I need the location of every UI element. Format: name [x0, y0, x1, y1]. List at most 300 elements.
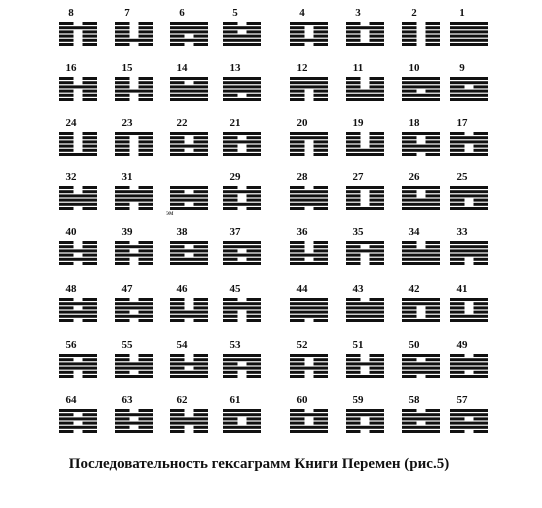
broken-line — [83, 43, 98, 46]
broken-line — [194, 306, 209, 309]
broken-line — [170, 245, 185, 248]
hexagram-48 — [59, 283, 97, 322]
broken-line — [346, 430, 361, 433]
hexagram-30 — [170, 186, 208, 210]
solid-line — [59, 367, 97, 370]
broken-line — [314, 149, 329, 152]
broken-line — [170, 149, 185, 152]
broken-line — [194, 409, 209, 412]
solid-line — [59, 409, 97, 412]
hexagram-number: 1 — [459, 7, 465, 19]
solid-line — [346, 94, 384, 97]
hexagram-12 — [290, 62, 328, 101]
hexagram-9 — [450, 62, 488, 101]
broken-line — [370, 85, 385, 88]
broken-line — [370, 203, 385, 206]
broken-line — [314, 319, 329, 322]
broken-line — [247, 149, 262, 152]
solid-line — [450, 249, 488, 252]
broken-line — [170, 190, 185, 193]
broken-line — [450, 262, 465, 265]
broken-line — [426, 306, 441, 309]
broken-line — [314, 371, 329, 374]
broken-line — [290, 30, 305, 33]
broken-line — [474, 203, 489, 206]
broken-line — [402, 190, 417, 193]
broken-line — [139, 149, 154, 152]
hexagram-number: 59 — [352, 394, 364, 406]
broken-line — [474, 354, 489, 357]
broken-line — [223, 362, 238, 365]
solid-line — [346, 302, 384, 305]
solid-line — [450, 22, 488, 25]
broken-line — [247, 422, 262, 425]
broken-line — [223, 249, 238, 252]
solid-line — [59, 417, 97, 420]
broken-line — [290, 140, 305, 143]
broken-line — [314, 249, 329, 252]
broken-line — [314, 145, 329, 148]
broken-line — [450, 306, 465, 309]
hexagram-number: 55 — [121, 339, 133, 351]
broken-line — [170, 354, 185, 357]
broken-line — [247, 371, 262, 374]
broken-line — [59, 241, 74, 244]
solid-line — [223, 409, 261, 412]
broken-line — [139, 258, 154, 261]
broken-line — [370, 136, 385, 139]
broken-line — [290, 35, 305, 38]
broken-line — [370, 145, 385, 148]
solid-line — [59, 362, 97, 365]
broken-line — [314, 422, 329, 425]
hexagram-22 — [170, 117, 208, 156]
hexagram-10 — [402, 62, 440, 101]
solid-line — [402, 145, 440, 148]
broken-line — [247, 319, 262, 322]
broken-line — [115, 311, 130, 314]
broken-line — [59, 422, 74, 425]
broken-line — [346, 22, 361, 25]
broken-line — [83, 39, 98, 42]
solid-line — [59, 85, 97, 88]
broken-line — [83, 190, 98, 193]
broken-line — [314, 417, 329, 420]
solid-line — [223, 81, 261, 84]
solid-line — [115, 362, 153, 365]
broken-line — [450, 203, 465, 206]
hexagram-number: 32 — [65, 171, 77, 183]
solid-line — [346, 426, 384, 429]
hexagram-number: 61 — [229, 394, 241, 406]
broken-line — [247, 136, 262, 139]
broken-line — [346, 358, 361, 361]
broken-line — [115, 262, 130, 265]
broken-line — [346, 354, 361, 357]
broken-line — [314, 140, 329, 143]
solid-line — [223, 245, 261, 248]
hexagram-43 — [346, 283, 384, 322]
broken-line — [194, 254, 209, 257]
broken-line — [314, 186, 329, 189]
broken-line — [370, 262, 385, 265]
broken-line — [346, 417, 361, 420]
broken-line — [83, 30, 98, 33]
hexagram-number: 27 — [352, 171, 364, 183]
broken-line — [474, 417, 489, 420]
solid-line — [223, 203, 261, 206]
hexagram-29 — [223, 171, 261, 210]
solid-line — [346, 149, 384, 152]
stray-mark: эм — [166, 209, 174, 217]
broken-line — [370, 81, 385, 84]
hexagram-17 — [450, 117, 488, 156]
broken-line — [223, 422, 238, 425]
solid-line — [450, 413, 488, 416]
solid-line — [223, 35, 261, 38]
broken-line — [370, 258, 385, 261]
broken-line — [370, 77, 385, 80]
solid-line — [170, 153, 208, 156]
solid-line — [402, 413, 440, 416]
broken-line — [83, 136, 98, 139]
solid-line — [402, 302, 440, 305]
hexagram-28 — [290, 171, 328, 210]
broken-line — [426, 35, 441, 38]
broken-line — [83, 306, 98, 309]
broken-line — [83, 77, 98, 80]
hexagram-number: 33 — [456, 226, 468, 238]
solid-line — [450, 245, 488, 248]
broken-line — [139, 417, 154, 420]
broken-line — [314, 258, 329, 261]
broken-line — [426, 241, 441, 244]
solid-line — [402, 254, 440, 257]
broken-line — [370, 371, 385, 374]
broken-line — [59, 298, 74, 301]
solid-line — [346, 315, 384, 318]
broken-line — [346, 136, 361, 139]
solid-line — [346, 207, 384, 210]
broken-line — [474, 145, 489, 148]
broken-line — [370, 140, 385, 143]
broken-line — [59, 81, 74, 84]
solid-line — [402, 319, 440, 322]
broken-line — [402, 153, 417, 156]
solid-line — [402, 298, 440, 301]
hexagram-number: 57 — [456, 394, 468, 406]
broken-line — [115, 371, 130, 374]
broken-line — [83, 422, 98, 425]
broken-line — [370, 254, 385, 257]
broken-line — [450, 132, 465, 135]
broken-line — [115, 30, 130, 33]
broken-line — [402, 409, 417, 412]
broken-line — [223, 258, 238, 261]
broken-line — [59, 132, 74, 135]
broken-line — [370, 298, 385, 301]
broken-line — [115, 22, 130, 25]
solid-line — [402, 94, 440, 97]
solid-line — [223, 354, 261, 357]
broken-line — [314, 207, 329, 210]
broken-line — [426, 39, 441, 42]
solid-line — [450, 362, 488, 365]
broken-line — [426, 153, 441, 156]
solid-line — [170, 98, 208, 101]
broken-line — [370, 354, 385, 357]
broken-line — [83, 254, 98, 257]
solid-line — [115, 367, 153, 370]
solid-line — [115, 245, 153, 248]
broken-line — [370, 422, 385, 425]
solid-line — [59, 194, 97, 197]
hexagram-40 — [59, 226, 97, 265]
broken-line — [346, 85, 361, 88]
broken-line — [223, 298, 238, 301]
broken-line — [450, 85, 465, 88]
broken-line — [290, 362, 305, 365]
solid-line — [115, 413, 153, 416]
broken-line — [247, 258, 262, 261]
broken-line — [170, 203, 185, 206]
hexagram-32 — [59, 171, 97, 210]
solid-line — [346, 26, 384, 29]
broken-line — [194, 298, 209, 301]
broken-line — [290, 245, 305, 248]
solid-line — [346, 186, 384, 189]
hexagram-number: 24 — [65, 117, 77, 129]
broken-line — [450, 430, 465, 433]
solid-line — [115, 194, 153, 197]
hexagram-1 — [450, 7, 488, 46]
broken-line — [247, 199, 262, 202]
hexagram-number: 6 — [179, 7, 185, 19]
broken-line — [115, 140, 130, 143]
hexagram-number: 53 — [229, 339, 241, 351]
broken-line — [346, 245, 361, 248]
broken-line — [314, 362, 329, 365]
hexagram-number: 41 — [456, 283, 468, 295]
broken-line — [223, 149, 238, 152]
hexagram-62 — [170, 394, 208, 433]
solid-line — [59, 311, 97, 314]
broken-line — [59, 30, 74, 33]
broken-line — [346, 30, 361, 33]
broken-line — [370, 430, 385, 433]
broken-line — [115, 98, 130, 101]
hexagram-52 — [290, 339, 328, 378]
broken-line — [402, 375, 417, 378]
solid-line — [450, 81, 488, 84]
hexagram-number: 34 — [408, 226, 420, 238]
broken-line — [314, 153, 329, 156]
broken-line — [139, 81, 154, 84]
broken-line — [59, 94, 74, 97]
solid-line — [115, 190, 153, 193]
solid-line — [59, 203, 97, 206]
broken-line — [474, 306, 489, 309]
solid-line — [223, 98, 261, 101]
broken-line — [83, 145, 98, 148]
broken-line — [450, 371, 465, 374]
broken-line — [247, 194, 262, 197]
solid-line — [223, 241, 261, 244]
broken-line — [59, 430, 74, 433]
hexagram-39 — [115, 226, 153, 265]
solid-line — [450, 43, 488, 46]
broken-line — [170, 43, 185, 46]
solid-line — [450, 90, 488, 93]
hexagram-number: 20 — [296, 117, 308, 129]
broken-line — [139, 298, 154, 301]
broken-line — [139, 77, 154, 80]
hexagram-number: 2 — [411, 7, 417, 19]
broken-line — [402, 422, 417, 425]
broken-line — [402, 22, 417, 25]
solid-line — [59, 302, 97, 305]
broken-line — [59, 254, 74, 257]
hexagram-number: 63 — [121, 394, 133, 406]
broken-line — [402, 90, 417, 93]
broken-line — [83, 94, 98, 97]
solid-line — [223, 367, 261, 370]
broken-line — [59, 43, 74, 46]
broken-line — [314, 245, 329, 248]
broken-line — [290, 241, 305, 244]
hexagram-number: 46 — [176, 283, 188, 295]
broken-line — [59, 207, 74, 210]
broken-line — [83, 319, 98, 322]
broken-line — [247, 94, 262, 97]
solid-line — [290, 311, 328, 314]
solid-line — [170, 132, 208, 135]
solid-line — [290, 85, 328, 88]
hexagram-34 — [402, 226, 440, 265]
broken-line — [223, 319, 238, 322]
hexagram-19 — [346, 117, 384, 156]
solid-line — [170, 311, 208, 314]
hexagram-number: 49 — [456, 339, 468, 351]
broken-line — [59, 145, 74, 148]
broken-line — [115, 136, 130, 139]
broken-line — [314, 35, 329, 38]
hexagram-number: 13 — [229, 62, 241, 74]
solid-line — [402, 354, 440, 357]
broken-line — [139, 136, 154, 139]
broken-line — [426, 315, 441, 318]
broken-line — [426, 140, 441, 143]
broken-line — [139, 371, 154, 374]
solid-line — [115, 422, 153, 425]
solid-line — [290, 315, 328, 318]
hexagram-number: 54 — [176, 339, 188, 351]
broken-line — [115, 145, 130, 148]
solid-line — [402, 199, 440, 202]
broken-line — [370, 39, 385, 42]
solid-line — [170, 241, 208, 244]
solid-line — [170, 77, 208, 80]
broken-line — [83, 413, 98, 416]
hexagram-number: 40 — [65, 226, 77, 238]
broken-line — [290, 94, 305, 97]
hexagram-54 — [170, 339, 208, 378]
solid-line — [290, 203, 328, 206]
broken-line — [314, 30, 329, 33]
broken-line — [290, 249, 305, 252]
hexagram-18 — [402, 117, 440, 156]
solid-line — [450, 186, 488, 189]
broken-line — [290, 319, 305, 322]
solid-line — [450, 98, 488, 101]
solid-line — [223, 430, 261, 433]
broken-line — [290, 258, 305, 261]
broken-line — [450, 199, 465, 202]
broken-line — [247, 30, 262, 33]
broken-line — [426, 90, 441, 93]
hexagram-4 — [290, 7, 328, 46]
broken-line — [402, 39, 417, 42]
broken-line — [115, 358, 130, 361]
broken-line — [170, 367, 185, 370]
broken-line — [346, 367, 361, 370]
solid-line — [450, 241, 488, 244]
solid-line — [223, 90, 261, 93]
hexagram-58 — [402, 394, 440, 433]
broken-line — [346, 140, 361, 143]
broken-line — [426, 136, 441, 139]
broken-line — [290, 98, 305, 101]
hexagram-number: 35 — [352, 226, 364, 238]
hexagram-number: 22 — [176, 117, 188, 129]
solid-line — [346, 306, 384, 309]
hexagram-number: 29 — [229, 171, 241, 183]
broken-line — [139, 207, 154, 210]
broken-line — [346, 262, 361, 265]
broken-line — [194, 430, 209, 433]
broken-line — [115, 43, 130, 46]
hexagram-5 — [223, 7, 261, 46]
broken-line — [170, 298, 185, 301]
solid-line — [290, 199, 328, 202]
hexagram-number: 19 — [352, 117, 364, 129]
broken-line — [139, 22, 154, 25]
hexagram-number: 36 — [296, 226, 308, 238]
broken-line — [194, 319, 209, 322]
broken-line — [223, 22, 238, 25]
solid-line — [223, 302, 261, 305]
broken-line — [139, 409, 154, 412]
broken-line — [194, 413, 209, 416]
broken-line — [115, 85, 130, 88]
solid-line — [170, 315, 208, 318]
solid-line — [170, 362, 208, 365]
hexagram-number: 14 — [176, 62, 188, 74]
broken-line — [314, 375, 329, 378]
solid-line — [115, 254, 153, 257]
hexagram-36 — [290, 226, 328, 265]
hexagram-number: 18 — [408, 117, 420, 129]
broken-line — [139, 426, 154, 429]
broken-line — [314, 241, 329, 244]
solid-line — [115, 302, 153, 305]
solid-line — [115, 315, 153, 318]
solid-line — [290, 132, 328, 135]
hexagram-13 — [223, 62, 261, 101]
hexagram-56 — [59, 339, 97, 378]
broken-line — [194, 190, 209, 193]
solid-line — [346, 362, 384, 365]
